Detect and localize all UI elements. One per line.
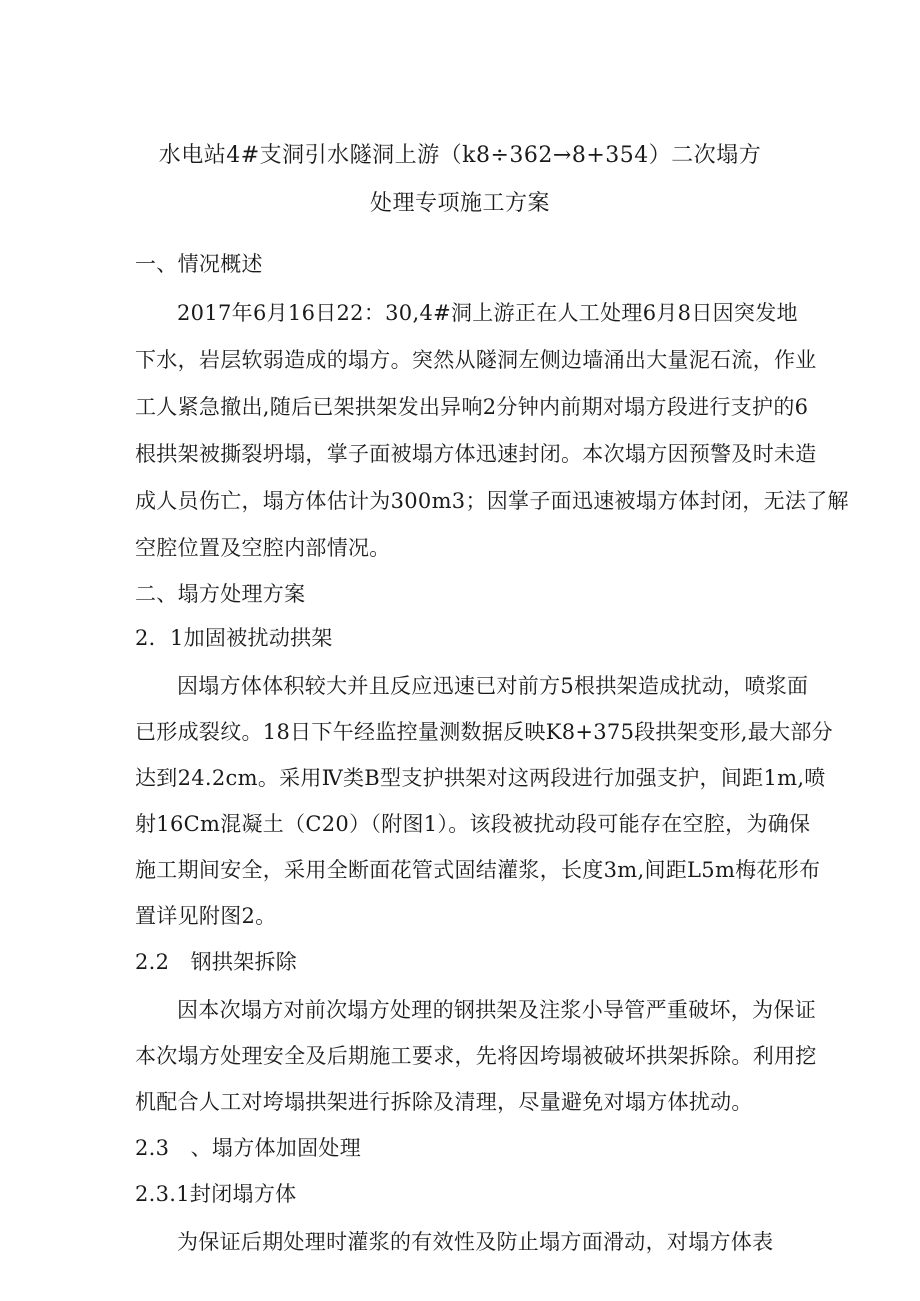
paragraph-line: 置详见附图2。: [135, 904, 277, 928]
subsection-2-3-1-heading: 2.3.1封闭塌方体: [135, 1182, 297, 1206]
section-1-heading: 一、情况概述: [135, 252, 263, 276]
paragraph-line: 本次塌方处理安全及后期施工要求，先将因垮塌被破坏拱架拆除。利用挖: [135, 1044, 817, 1068]
subsection-2-2-heading: 2.2 钢拱架拆除: [135, 950, 298, 974]
paragraph-line: 工人紧急撤出,随后已架拱架发出异响2分钟内前期对塌方段进行支护的6: [135, 395, 809, 419]
paragraph-line: 2017年6月16日22：30,4#洞上游正在人工处理6月8日因突发地: [177, 301, 798, 325]
paragraph-line: 因塌方体体积较大并且反应迅速已对前方5根拱架造成扰动，喷浆面: [177, 674, 809, 698]
paragraph-line: 机配合人工对垮塌拱架进行拆除及清理，尽量避免对塌方体扰动。: [135, 1090, 753, 1114]
paragraph-line: 射16Cm混凝土（C20）（附图1）。该段被扰动段可能存在空腔，为确保: [135, 812, 811, 836]
paragraph-line: 下水，岩层软弱造成的塌方。突然从隧洞左侧边墙涌出大量泥石流，作业: [135, 348, 817, 372]
paragraph-line: 为保证后期处理时灌浆的有效性及防止塌方面滑动，对塌方体表: [177, 1230, 774, 1254]
paragraph-line: 空腔位置及空腔内部情况。: [135, 536, 391, 560]
section-2-heading: 二、塌方处理方案: [135, 582, 306, 606]
paragraph-line: 已形成裂纹。18日下午经监控量测数据反映K8+375段拱架变形,最大部分: [135, 720, 833, 744]
paragraph-line: 因本次塌方对前次塌方处理的钢拱架及注浆小导管严重破坏，为保证: [177, 998, 816, 1022]
subsection-2-3-heading: 2.3 、塌方体加固处理: [135, 1136, 361, 1160]
paragraph-line: 根拱架被撕裂坍塌，掌子面被塌方体迅速封闭。本次塌方因预警及时未造: [135, 442, 817, 466]
paragraph-line: 施工期间安全，采用全断面花管式固结灌浆，长度3m,间距L5m梅花形布: [135, 858, 821, 882]
document-title-line-1: 水电站4#支洞引水隧洞上游（k8÷362→8+354）二次塌方: [158, 143, 762, 168]
document-title-line-2: 处理专项施工方案: [369, 191, 550, 216]
paragraph-line: 达到24.2cm。采用Ⅳ类B型支护拱架对这两段进行加强支护，间距1m,喷: [135, 766, 826, 790]
subsection-2-1-heading: 2．1加固被扰动拱架: [135, 626, 333, 650]
paragraph-line: 成人员伤亡，塌方体估计为300m3；因掌子面迅速被塌方体封闭，无法了解: [135, 489, 849, 513]
